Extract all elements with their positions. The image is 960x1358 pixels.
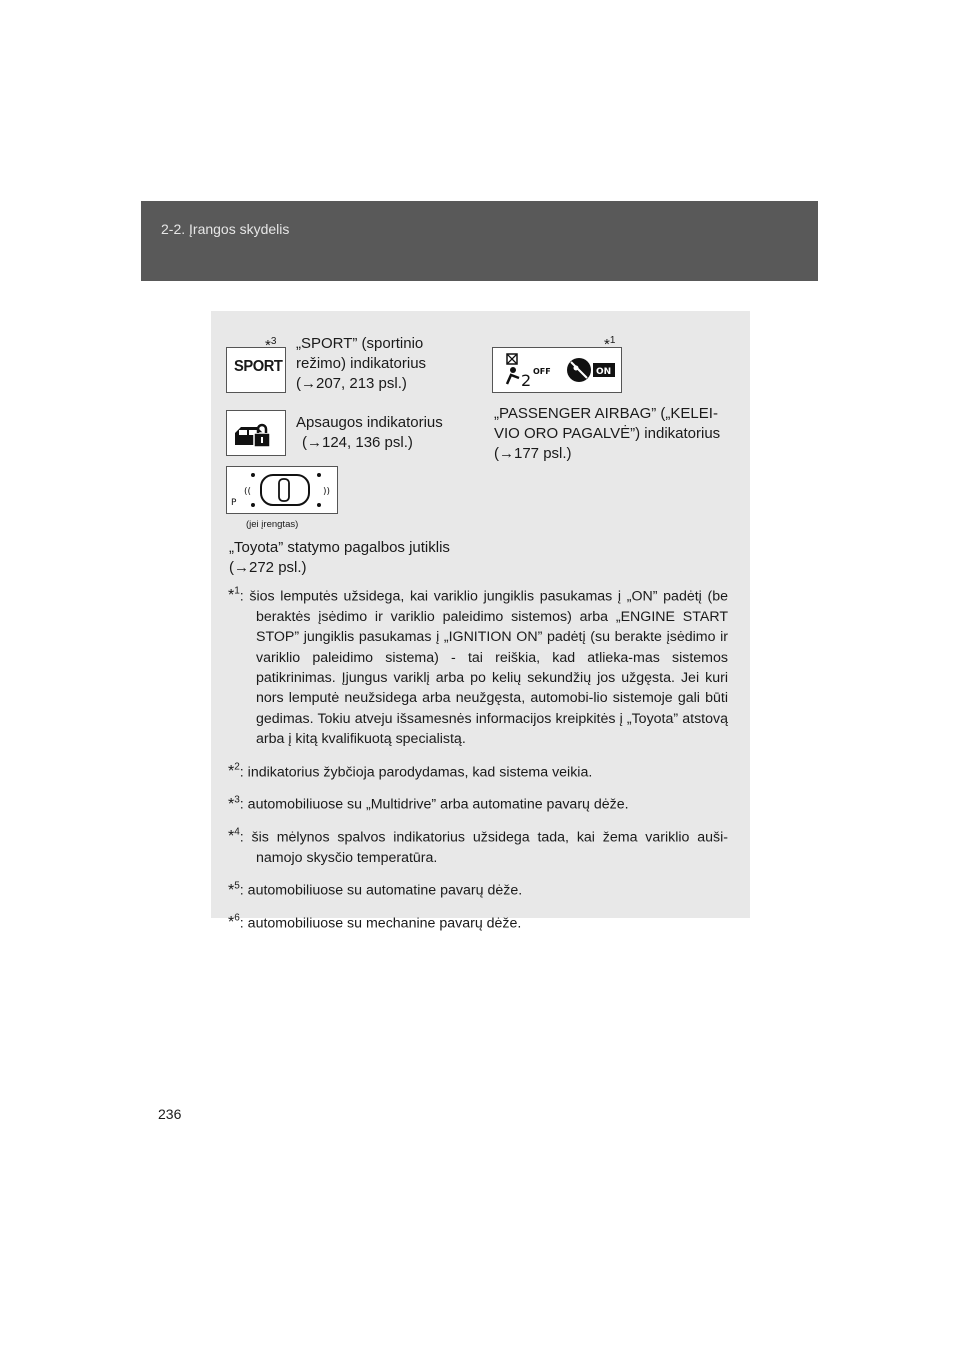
parking-sensor-indicator-box [226,466,338,514]
svg-text:OFF: OFF [533,367,551,376]
page-number: 236 [158,1106,182,1122]
svg-text:P: P [231,498,237,508]
svg-text:)): )) [323,487,331,497]
security-indicator-label: Apsaugos indikatorius (→124, 136 psl.) [296,414,443,451]
sport-indicator-label: „SPORT” (sportinio režimo) indikatorius (→207, 213 psl.) [296,335,427,392]
svg-text:ON: ON [596,367,612,377]
passenger-airbag-label: „PASSENGER AIRBAG” („KELEI- VIO ORO PAGALVĖ”) indikatorius (→177 psl.) [494,405,721,462]
footnote-3: *$^3$: automobiliuose su „Multidrive” arba automatine pavarų dėže. [228,794,629,813]
section-title: 2-2. Įrangos skydelis [161,221,290,237]
parking-sensor-label: „Toyota” statymo pagalbos jutiklis (→272 psl.) [229,539,450,576]
footnote-2: *$^2$: indikatorius žybčioja parodydamas, kad sistema veikia. [228,761,593,780]
svg-text:2: 2 [521,371,532,390]
footnotes-list [228,582,728,942]
passenger-airbag-icon [493,348,621,392]
svg-text:((: (( [244,487,252,497]
security-indicator-box [226,410,286,456]
airbag-footnote-marker: *$^1$ [604,335,616,353]
footnote-1: *$^1$: šios lemputės užsidega, kai variklio jungiklis pasukamas į „ON” padėtį (be beraktės įsėdimo ir variklio paleidimo sistemos) arba „ENGINE START STOP” jungiklis pasukamas į „IGNITION ON” padėtį (su berakte įsėdimo ir variklio paleidimo sistema) - tai reiškia, kad atlieka-mas sistemos patikrinimas. Įjungus variklį arba po kelių sekundžių jos užgęsta. Jei kuri nors lemputė neužsidega arba neužgęsta, automobi-lio sistemoje gali būti gedimas. Tokiu atveju išsamesnės informacijos kreipkitės į „Toyota” atstovą arba į kitą kvalifikuotą specialistą. [228,586,728,748]
parking-sensor-note: (jei įrengtas) [246,519,299,530]
section-header-band [141,201,818,281]
footnote-6: *$^6$: automobiliuose su mechanine pavarų dėže. [228,912,522,932]
car-lock-icon [227,411,285,455]
parking-sensor-icon [227,467,337,513]
passenger-airbag-indicator-box [492,347,622,393]
sport-icon: SPORT [234,358,283,375]
sport-footnote-marker: *$^3$ [265,336,277,354]
footnote-5: *$^5$: automobiliuose su automatine pavarų dėže. [228,880,523,899]
footnote-4: *$^4$: šis mėlynos spalvos indikatorius užsidega tada, kai žema variklio auši-namojo skysčio temperatūra. [228,827,728,866]
sport-indicator-box [226,347,286,393]
